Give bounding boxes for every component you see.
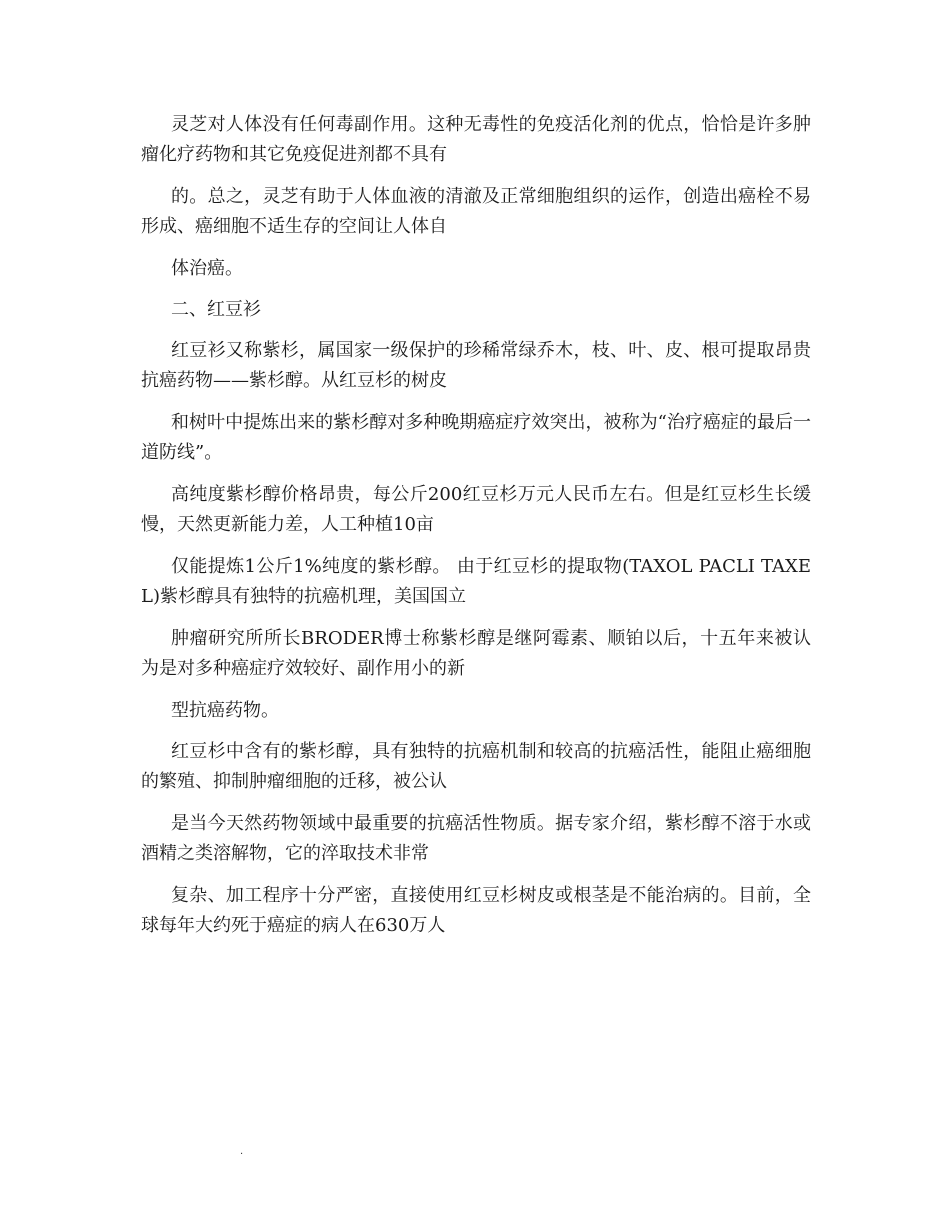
footer-mark: . — [240, 1146, 244, 1157]
paragraph-11: 是当今天然药物领域中最重要的抗癌活性物质。据专家介绍，紫杉醇不溶于水或酒精之类溶解物，它的淬取技术非常 — [141, 813, 811, 864]
paragraph-12: 复杂、加工程序十分严密，直接使用红豆杉树皮或根茎是不能治病的。目前，全球每年大约死于癌症的病人在630万人 — [141, 885, 811, 936]
paragraph-10: 红豆杉中含有的紫杉醇，具有独特的抗癌机制和较高的抗癌活性，能阻止癌细胞的繁殖、抑制肿瘤细胞的迁移，被公认 — [141, 741, 811, 792]
paragraph-1: 灵芝对人体没有任何毒副作用。这种无毒性的免疫活化剂的优点，恰恰是许多肿瘤化疗药物和其它免疫促进剂都不具有 — [141, 114, 811, 165]
paragraph-9: 型抗癌药物。 — [171, 700, 279, 721]
paragraph-3: 体治癌。 — [171, 258, 243, 279]
paragraph-7: 仅能提炼1公斤1%纯度的紫杉醇。 由于红豆杉的提取物(TAXOL PACLI TAXEL)紫杉醇具有独特的抗癌机理，美国国立 — [141, 556, 811, 607]
section-heading-2: 二、红豆衫 — [171, 299, 261, 320]
document-body — [141, 110, 811, 953]
paragraph-8: 肿瘤研究所所长BRODER博士称紫杉醇是继阿霉素、顺铂以后，十五年来被认为是对多种癌症疗效较好、副作用小的新 — [141, 628, 811, 679]
paragraph-4: 红豆衫又称紫杉，属国家一级保护的珍稀常绿乔木，枝、叶、皮、根可提取昂贵抗癌药物——紫杉醇。从红豆杉的树皮 — [141, 340, 811, 391]
paragraph-6: 高纯度紫杉醇价格昂贵，每公斤200红豆杉万元人民币左右。但是红豆杉生长缓慢，天然更新能力差，人工种植10亩 — [141, 484, 811, 535]
paragraph-2: 的。总之，灵芝有助于人体血液的清澈及正常细胞组织的运作，创造出癌栓不易形成、癌细胞不适生存的空间让人体自 — [141, 186, 811, 237]
paragraph-5: 和树叶中提炼出来的紫杉醇对多种晚期癌症疗效突出，被称为“治疗癌症的最后一道防线”。 — [141, 412, 811, 463]
